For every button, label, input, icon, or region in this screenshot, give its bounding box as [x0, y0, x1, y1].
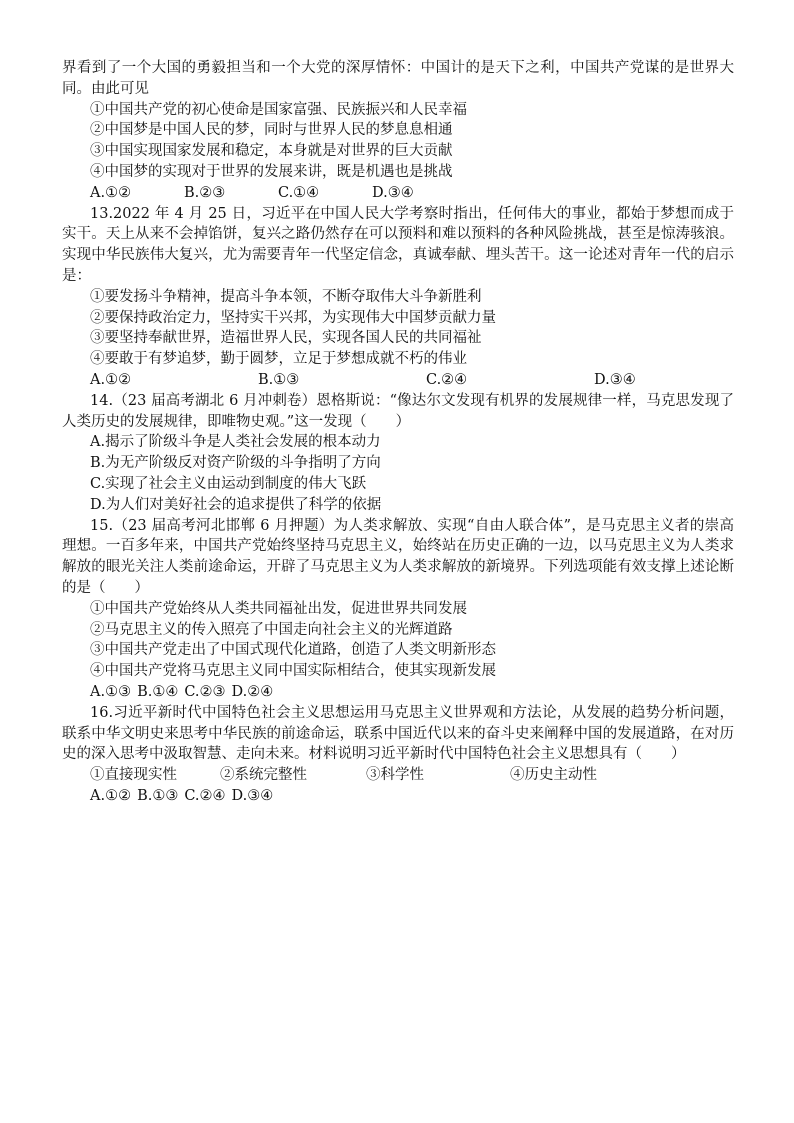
- q16-statement-2: ②系统完整性: [220, 767, 307, 784]
- q16-statements: [62, 765, 734, 786]
- q12-statement-2: ②中国梦是中国人民的梦，同时与世界人民的梦息息相通: [90, 122, 453, 139]
- q15-choice-d: D.②④: [231, 683, 274, 700]
- q15-choices: [62, 682, 734, 703]
- q15-statement-2: ②马克思主义的传入照亮了中国走向社会主义的光辉道路: [90, 621, 453, 638]
- q12-choices: [62, 183, 734, 204]
- q14-option-b: B.为无产阶级反对资产阶级的斗争指明了方向: [90, 455, 381, 472]
- q12-choice-a: A.①②: [90, 184, 132, 201]
- q16-stem: 16.习近平新时代中国特色社会主义思想运用马克思主义世界观和方法论，从发展的趋势分析问题，联系中华文明史来思考中华民族的前途命运，联系中国近代以来的奋斗史来阐释中国的发展道路，在对历史的深入思考中汲取智慧、走向未来。材料说明习近平新时代中国特色社会主义思想具有（ ）: [62, 704, 734, 763]
- exam-page: [62, 58, 734, 807]
- q12-statement-3: ③中国实现国家发展和稳定，本身就是对世界的巨大贡献: [90, 143, 453, 160]
- question-13: [62, 204, 734, 391]
- q13-statement-1: ①要发扬斗争精神，提高斗争本领，不断夺取伟大斗争新胜利: [90, 288, 482, 305]
- q13-choice-a: A.①②: [90, 371, 132, 388]
- q12-statement-4: ④中国梦的实现对于世界的发展来讲，既是机遇也是挑战: [90, 163, 453, 180]
- q13-choice-b: B.①③: [258, 371, 300, 388]
- q12-statement-1: ①中国共产党的初心使命是国家富强、民族振兴和人民幸福: [90, 101, 467, 118]
- question-15: [62, 516, 734, 703]
- q16-choices: [62, 786, 734, 807]
- q13-choice-d: D.③④: [594, 371, 636, 388]
- q16-statement-4: ④历史主动性: [510, 767, 597, 784]
- q13-statement-2: ②要保持政治定力，坚持实干兴邦，为实现伟大中国梦贡献力量: [90, 309, 496, 326]
- q13-statement-4: ④要敢于有梦追梦，勤于圆梦，立足于梦想成就不朽的伟业: [90, 351, 467, 368]
- q15-choice-c: C.②③: [184, 683, 226, 700]
- q14-option-c: C.实现了社会主义由运动到制度的伟大飞跃: [90, 475, 367, 492]
- q13-stem: 13.2022 年 4 月 25 日，习近平在中国人民大学考察时指出，任何伟大的事业，都始于梦想而成于实干。天上从来不会掉馅饼，复兴之路仍然存在可以预料和难以预料的各种风险挑战，甚至是惊涛骇浪。实现中华民族伟大复兴，尤为需要青年一代坚定信念，真诚奉献、埋头苦干。这一论述对青年一代的启示是：: [62, 205, 734, 284]
- q16-statement-1: ①直接现实性: [90, 767, 177, 784]
- q14-option-d: D.为人们对美好社会的追求提供了科学的依据: [90, 496, 382, 513]
- q15-stem: 15.（23 届高考河北邯郸 6 月押题）为人类求解放、实现“自由人联合体”，是马克思主义者的崇高理想。一百多年来，中国共产党始终坚持马克思主义，始终站在历史正确的一边，以马克思主义为人类求解放的眼光关注人类前途命运，开辟了马克思主义为人类求解放的新境界。下列选项能有效支撑上述论断的是（ ）: [62, 517, 734, 596]
- question-14: [62, 391, 734, 516]
- q13-statement-3: ③要坚持奉献世界，造福世界人民，实现各国人民的共同福祉: [90, 330, 482, 347]
- q16-statement-3: ③科学性: [366, 767, 424, 784]
- q13-choice-c: C.②④: [426, 371, 468, 388]
- q12-stem-continuation: 界看到了一个大国的勇毅担当和一个大党的深厚情怀：中国计的是天下之利，中国共产党谋的是世界大同。由此可见: [62, 60, 734, 97]
- q15-statement-4: ④中国共产党将马克思主义同中国实际相结合，使其实现新发展: [90, 663, 496, 680]
- q15-statement-1: ①中国共产党始终从人类共同福祉出发，促进世界共同发展: [90, 600, 467, 617]
- q13-choices: [62, 370, 734, 391]
- q12-choice-d: D.③④: [372, 184, 414, 201]
- q14-stem: 14.（23 届高考湖北 6 月冲刺卷）恩格斯说：“像达尔文发现有机界的发展规律一样，马克思发现了人类历史的发展规律，即唯物史观。”这一发现（ ）: [62, 392, 734, 430]
- question-16: [62, 703, 734, 807]
- q16-choice-a: A.①②: [90, 787, 132, 804]
- q12-choice-b: B.②③: [184, 184, 226, 201]
- q16-choice-b: B.①③: [137, 787, 179, 804]
- q15-choice-a: A.①③: [90, 683, 132, 700]
- q16-choice-d: D.③④: [231, 787, 274, 804]
- question-12: [62, 58, 734, 204]
- q12-choice-c: C.①④: [278, 184, 320, 201]
- q15-choice-b: B.①④: [137, 683, 179, 700]
- q16-choice-c: C.②④: [184, 787, 226, 804]
- q14-option-a: A.揭示了阶级斗争是人类社会发展的根本动力: [90, 434, 381, 451]
- q15-statement-3: ③中国共产党走出了中国式现代化道路，创造了人类文明新形态: [90, 642, 496, 659]
